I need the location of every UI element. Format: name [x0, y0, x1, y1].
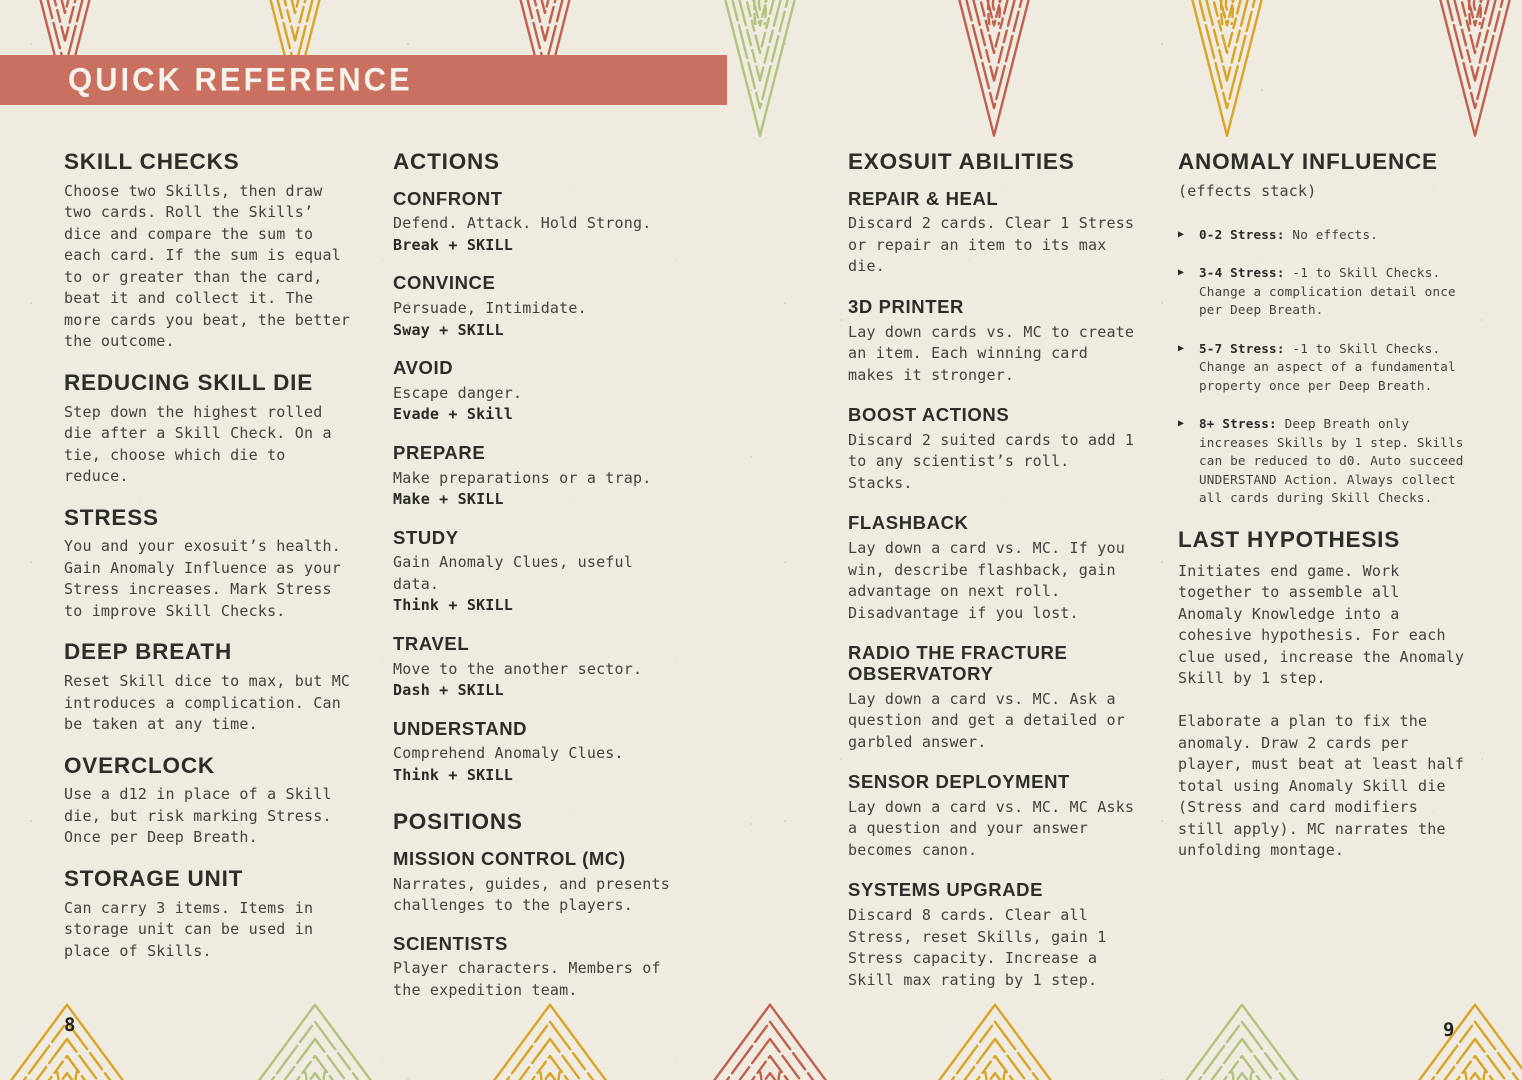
actions-heading: ACTIONS — [393, 149, 500, 174]
triangle-bullet-icon: ▶ — [1178, 267, 1185, 279]
action-body: Defend. Attack. Hold Strong. — [393, 214, 652, 233]
ability-heading: SENSOR DEPLOYMENT — [848, 771, 1070, 793]
column-actions-positions — [393, 150, 687, 1018]
ability-body: Lay down a card vs. MC. If you win, describe flashback, gain advantage on next roll. Disadvantage if you lost. — [848, 539, 1125, 622]
page-number-left: 8 — [64, 1014, 76, 1036]
action-heading: CONVINCE — [393, 272, 496, 294]
anomaly-influence-subtitle: (effects stack) — [1178, 181, 1317, 200]
fingerprint-diamond-icon — [1405, 1002, 1522, 1080]
section-reducing-skill-die — [64, 371, 358, 488]
stress-tier-text: 0-2 Stress: No effects. — [1199, 226, 1379, 242]
section-body: Step down the highest rolled die after a Skill Check. On a tie, choose which die to reduce. — [64, 402, 332, 485]
anomaly-influence-heading: ANOMALY INFLUENCE — [1178, 149, 1438, 174]
ability-heading: BOOST ACTIONS — [848, 404, 1010, 426]
section-heading: STORAGE UNIT — [64, 865, 244, 891]
ability-3d-printer — [848, 297, 1142, 386]
ability-boost-actions — [848, 405, 1142, 494]
ability-body: Lay down a card vs. MC. Ask a question and get a detailed or garbled answer. — [848, 689, 1125, 751]
ability-heading: SYSTEMS UPGRADE — [848, 879, 1044, 901]
ability-heading: 3D PRINTER — [848, 295, 964, 317]
action-confront — [393, 189, 687, 257]
column-exosuit-abilities — [848, 150, 1142, 1010]
action-avoid — [393, 358, 687, 426]
section-body: Use a d12 in place of a Skill die, but risk marking Stress. Once per Deep Breath. — [64, 785, 332, 847]
section-storage-unit — [64, 867, 358, 962]
column-anomaly-influence — [1178, 150, 1470, 883]
page-title: QUICK REFERENCE — [68, 61, 413, 98]
ability-sensor-deployment — [848, 772, 1142, 861]
section-heading: STRESS — [64, 504, 159, 530]
action-heading: PREPARE — [393, 441, 486, 463]
stress-tier-3-4 — [1178, 264, 1470, 320]
ability-repair-heal — [848, 189, 1142, 278]
action-formula: Break + SKILL — [393, 235, 513, 254]
exosuit-abilities-heading: EXOSUIT ABILITIES — [848, 149, 1075, 174]
quick-reference-banner — [0, 55, 727, 105]
action-formula: Think + SKILL — [393, 765, 513, 784]
fingerprint-diamond-icon — [245, 1002, 385, 1080]
action-formula: Make + SKILL — [393, 490, 504, 509]
action-formula: Sway + SKILL — [393, 320, 504, 339]
section-stress — [64, 506, 358, 623]
position-heading: MISSION CONTROL (MC) — [393, 848, 626, 870]
ability-systems-upgrade — [848, 880, 1142, 991]
action-prepare — [393, 443, 687, 511]
ability-body: Lay down cards vs. MC to create an item. Each winning card makes it stronger. — [848, 322, 1135, 384]
stress-tier-text: 5-7 Stress: -1 to Skill Checks. Change an aspect of a fundamental property once per Deep Breath. — [1199, 340, 1456, 393]
column-core-rules — [64, 150, 358, 980]
action-body: Comprehend Anomaly Clues. — [393, 744, 624, 763]
ability-body: Discard 2 cards. Clear 1 Stress or repair an item to its max die. — [848, 214, 1135, 276]
section-body: You and your exosuit’s health. Gain Anomaly Influence as your Stress increases. Mark Stress to improve Skill Checks. — [64, 537, 341, 620]
section-body: Choose two Skills, then draw two cards. Roll the Skills’ dice and compare the sum to each card. If the sum is equal to or greater than the card, beat it and collect it. The more cards you beat, the better the outcome. — [64, 181, 351, 351]
action-formula: Dash + SKILL — [393, 681, 504, 700]
action-formula: Think + SKILL — [393, 596, 513, 615]
section-deep-breath — [64, 640, 358, 735]
ability-body: Discard 2 suited cards to add 1 to any scientist’s roll. Stacks. — [848, 430, 1135, 492]
fingerprint-diamond-icon — [1436, 0, 1514, 140]
section-skill-checks — [64, 150, 358, 353]
triangle-bullet-icon: ▶ — [1178, 228, 1185, 240]
ability-body: Lay down a card vs. MC. MC Asks a question and your answer becomes canon. — [848, 797, 1135, 859]
fingerprint-diamond-icon — [1188, 0, 1266, 140]
position-scientists — [393, 934, 687, 1002]
action-heading: UNDERSTAND — [393, 717, 528, 739]
ability-heading: RADIO THE FRACTURE OBSERVATORY — [848, 642, 1068, 684]
ability-heading: FLASHBACK — [848, 512, 969, 534]
position-body: Narrates, guides, and presents challenges to the players. — [393, 874, 670, 915]
stress-tier-8-plus — [1178, 415, 1470, 508]
fingerprint-diamond-icon — [721, 0, 799, 140]
fingerprint-diamond-icon — [955, 0, 1033, 140]
ability-heading: REPAIR & HEAL — [848, 187, 999, 209]
section-body: Reset Skill dice to max, but MC introduces a complication. Can be taken at any time. — [64, 672, 351, 733]
action-heading: TRAVEL — [393, 632, 470, 654]
action-formula: Evade + Skill — [393, 405, 513, 424]
action-body: Move to the another sector. — [393, 659, 643, 678]
action-heading: AVOID — [393, 357, 454, 379]
action-body: Gain Anomaly Clues, useful data. — [393, 553, 633, 593]
action-study — [393, 528, 687, 617]
last-hypothesis-heading: LAST HYPOTHESIS — [1178, 526, 1401, 552]
action-convince — [393, 273, 687, 341]
section-last-hypothesis — [1178, 528, 1470, 862]
stress-tier-text: 8+ Stress: Deep Breath only increases Skills by 1 step. Skills can be reduced to d0. Auto succeed UNDERSTAND Action. Always collect all cards during Skill Checks. — [1199, 416, 1464, 506]
stress-tier-0-2 — [1178, 226, 1470, 245]
action-body: Escape danger. — [393, 383, 523, 402]
last-hypothesis-paragraph: Initiates end game. Work together to assemble all Anomaly Knowledge into a cohesive hypothesis. For each clue used, increase the Anomaly Skill by 1 step. — [1178, 561, 1465, 687]
section-heading: OVERCLOCK — [64, 752, 215, 778]
ability-body: Discard 8 cards. Clear all Stress, reset Skills, gain 1 Stress capacity. Increase a Skill max rating by 1 step. — [848, 906, 1107, 989]
section-heading: SKILL CHECKS — [64, 149, 240, 174]
stress-tier-5-7 — [1178, 340, 1470, 396]
last-hypothesis-paragraph: Elaborate a plan to fix the anomaly. Draw 2 cards per player, must beat at least half total using Anomaly Skill die (Stress and card modifiers still apply). MC narrates the unfolding montage. — [1178, 712, 1465, 859]
position-body: Player characters. Members of the expedition team. — [393, 959, 661, 999]
action-travel — [393, 634, 687, 702]
position-mission-control — [393, 849, 687, 917]
section-body: Can carry 3 items. Items in storage unit can be used in place of Skills. — [64, 898, 314, 960]
ability-radio-fracture-observatory — [848, 643, 1142, 753]
triangle-bullet-icon: ▶ — [1178, 418, 1185, 430]
action-understand — [393, 719, 687, 787]
stress-tier-text: 3-4 Stress: -1 to Skill Checks. Change a complication detail once per Deep Breath. — [1199, 265, 1456, 318]
action-heading: STUDY — [393, 526, 459, 548]
ability-flashback — [848, 513, 1142, 624]
section-overclock — [64, 754, 358, 849]
fingerprint-diamond-icon — [700, 1002, 840, 1080]
section-heading: DEEP BREATH — [64, 639, 232, 665]
action-body: Make preparations or a trap. — [393, 468, 652, 487]
fingerprint-diamond-icon — [925, 1002, 1065, 1080]
section-heading: REDUCING SKILL DIE — [64, 369, 314, 395]
position-heading: SCIENTISTS — [393, 932, 508, 954]
triangle-bullet-icon: ▶ — [1178, 342, 1185, 354]
action-body: Persuade, Intimidate. — [393, 299, 587, 318]
action-heading: CONFRONT — [393, 187, 503, 209]
page-number-right: 9 — [1443, 1019, 1455, 1041]
positions-heading: POSITIONS — [393, 809, 523, 835]
fingerprint-diamond-icon — [1172, 1002, 1312, 1080]
